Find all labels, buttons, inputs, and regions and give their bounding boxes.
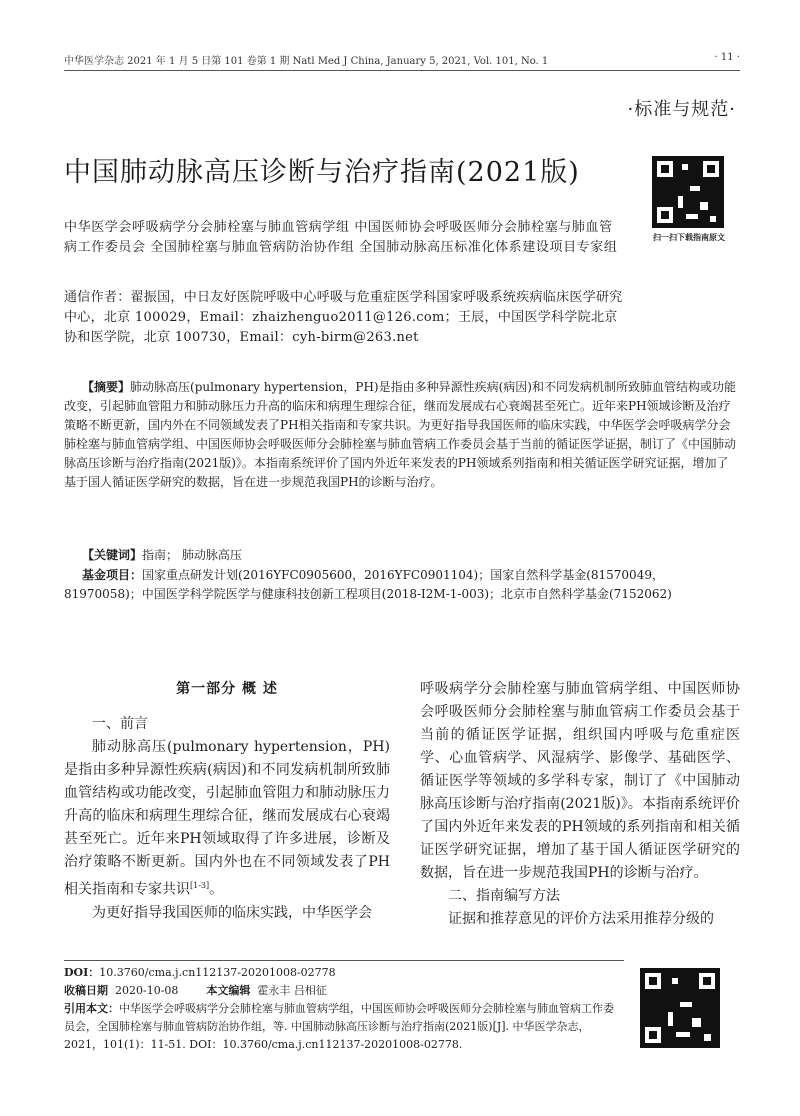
- journal-citation: 中华医学杂志 2021 年 1 月 5 日第 101 卷第 1 期 Natl Med J China, January 5, 2021, Vol. 101, No. 1: [64, 56, 549, 67]
- funding-label: 基金项目：: [82, 568, 143, 582]
- paragraph: 证据和推荐意见的评价方法采用推荐分级的: [448, 911, 714, 927]
- correspondence: 通信作者：翟振国，中日友好医院呼吸中心呼吸与危重症医学科国家呼吸系统疾病临床医学研究中心，北京 100029，Email：zhaizhenguo2011@126.com；王辰，中国医学科学院北京协和医学院，北京 100730，Email：cyh-birm@263.net: [64, 290, 623, 345]
- section-tag: ·标准与规范·: [627, 99, 736, 120]
- funding-text: 国家重点研发计划(2016YFC0905600，2016YFC0901104)；国家自然科学基金(81570049，81970058)；中国医学科学院医学与健康科技创新工程项目(2018-I2M-1-003)；北京市自然科学基金(7152062): [64, 568, 672, 601]
- doi-line: DOI：10.3760/cma.j.cn112137-20201008-02778: [64, 966, 336, 979]
- page-number: · 11 ·: [714, 52, 740, 63]
- citation: 引用本文：中华医学会呼吸病学分会肺栓塞与肺血管病学组，中国医师协会呼吸医师分会肺栓塞与肺血管病工作委员会，全国肺栓塞与肺血管病防治协作组，等. 中国肺动脉高压诊断与治疗指南(2021版)[J]. 中华医学杂志，2021，101(1)：11-51. DOI：10.3760/cma.j.cn112137-20201008-02778.: [64, 1002, 614, 1051]
- qr-code-icon[interactable]: [652, 156, 724, 228]
- abstract: [64, 378, 736, 492]
- header-divider: [64, 70, 740, 71]
- part-title: 第一部分 概 述: [176, 681, 278, 697]
- funding: [64, 566, 736, 604]
- footer-metadata: [64, 964, 624, 1054]
- keywords-text: 指南； 肺动脉高压: [142, 548, 242, 562]
- keywords: [64, 546, 736, 565]
- paragraph: 呼吸病学分会肺栓塞与肺血管病学组、中国医师协会呼吸医师分会肺栓塞与肺血管病工作委员会基于当前的循证医学证据，组织国内呼吸与危重症医学、心血管病学、风湿病学、影像学、基础医学、循证医学等领域的多学科专家，制订了《中国肺动脉高压诊断与治疗指南(2021版)》。本指南系统评价了国内外近年来发表的PH领域的系列指南和相关循证医学研究证据，增加了基于国人循证医学研究的数据，旨在进一步规范我国PH的诊断与治疗。: [420, 681, 740, 881]
- article-title: 中国肺动脉高压诊断与治疗指南(2021版): [64, 157, 580, 188]
- abstract-label: 【摘要】: [82, 380, 131, 394]
- paragraph: 为更好指导我国医师的临床实践，中华医学会: [92, 904, 372, 921]
- qr-caption: 扫一扫下载指南原文: [653, 233, 725, 242]
- reference-mark[interactable]: [1-3]: [190, 881, 210, 890]
- qr-code-icon[interactable]: [640, 968, 720, 1048]
- dates-line: 收稿日期 2020-10-08 本文编辑 霍永丰 吕相征: [64, 984, 327, 997]
- doi-link[interactable]: 10.3760/cma.j.cn112137-20201008-02778: [99, 966, 336, 979]
- abstract-text: 肺动脉高压(pulmonary hypertension，PH)是指由多种异源性疾病(病因)和不同发病机制所致肺血管结构或功能改变，引起肺血管阻力和肺动脉压力升高的临床和病理生理综合征，继而发展成右心衰竭甚至死亡。近年来PH领域诊断及治疗策略不断更新，国内外在不同领域发表了PH相关指南和专家共识。为更好指导我国医师的临床实践，中华医学会呼吸病学分会肺栓塞与肺血管病学组、中国医师协会呼吸医师分会肺栓塞与肺血管病工作委员会基于当前的循证医学证据，制订了《中国肺动脉高压诊断与治疗指南(2021版)》。本指南系统评价了国内外近年来发表的PH领域系列指南和相关循证医学研究证据，增加了基于国人循证医学研究的数据，旨在进一步规范我国PH的诊断与治疗。: [64, 380, 737, 489]
- paragraph: 肺动脉高压(pulmonary hypertension，PH)是指由多种异源性疾病(病因)和不同发病机制所致肺血管结构或功能改变，引起肺血管阻力和肺动脉压力升高的临床和病理生理综合征，继而发展成右心衰竭甚至死亡。近年来PH领域取得了许多进展，诊断及治疗策略不断更新。国内外也在不同领域发表了PH相关指南和专家共识[1-3]。: [64, 739, 390, 898]
- body-column-left: [64, 678, 390, 925]
- author-list: 中华医学会呼吸病学分会肺栓塞与肺血管病学组 中国医师协会呼吸医师分会肺栓塞与肺血管病工作委员会 全国肺栓塞与肺血管病防治协作组 全国肺动脉高压标准化体系建设项目专家组: [64, 220, 618, 255]
- section-title: 二、指南编写方法: [448, 888, 560, 904]
- footer-divider: [64, 960, 624, 961]
- body-column-right: [420, 678, 740, 931]
- keywords-label: 【关键词】: [82, 548, 143, 562]
- section-title: 一、前言: [92, 716, 148, 732]
